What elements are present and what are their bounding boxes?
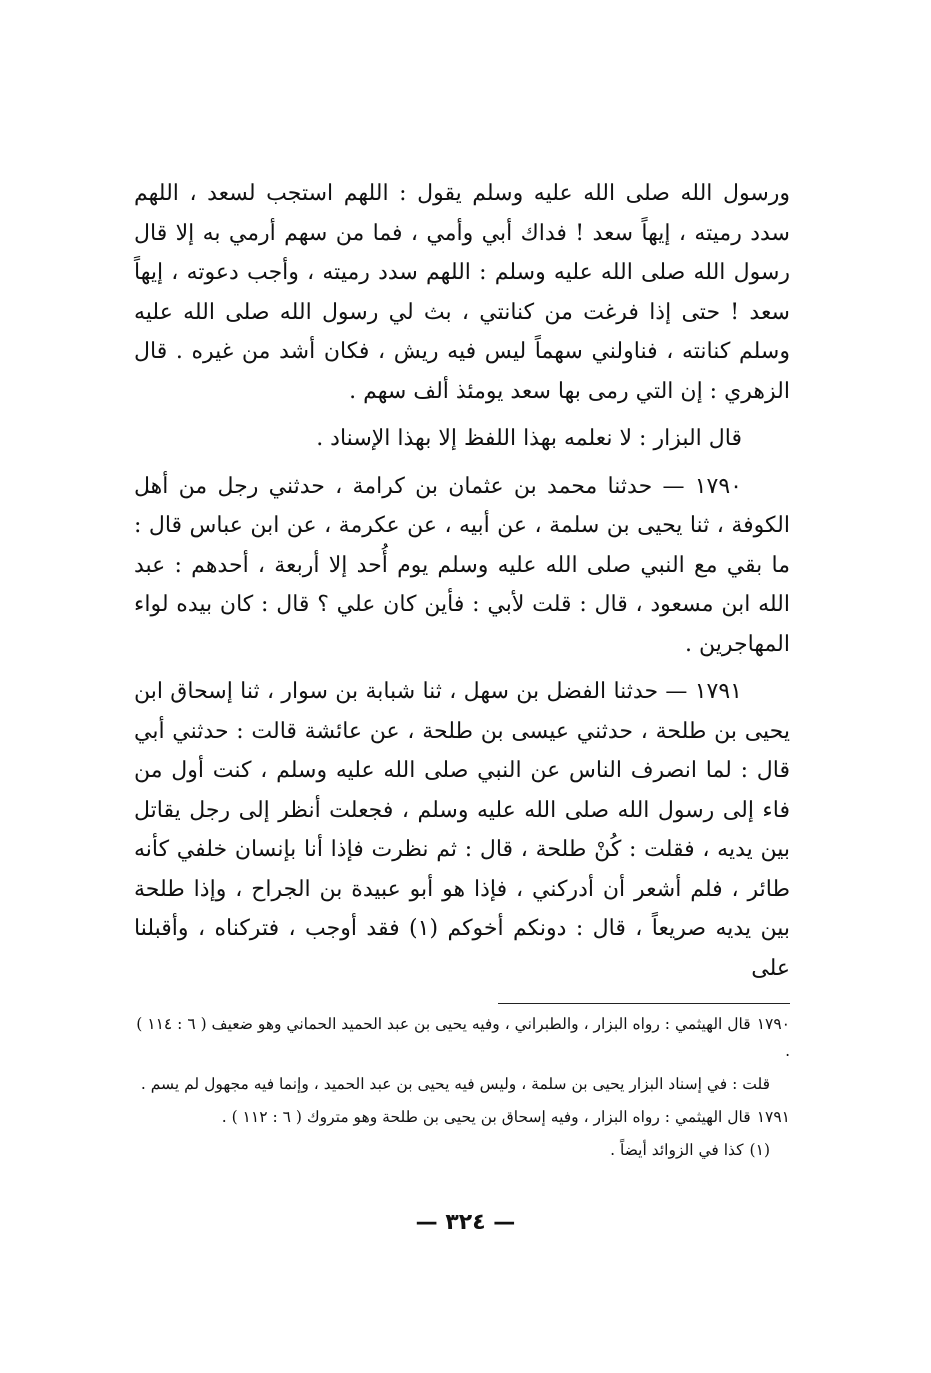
paragraph-hadith-1790: ١٧٩٠ — حدثنا محمد بن عثمان بن كرامة ، حدثني رجل من أهل الكوفة ، ثنا يحيى بن سلمة ، عن أبيه ، عن عكرمة ، عن ابن عباس قال : ما بقي مع النبي صلى الله عليه وسلم يوم أُحد إلا أربعة ، أحدهم : عبد الله ابن مسعود ، قال : قلت لأبي : فأين كان علي ؟ قال : كان بيده لواء المهاجرين .: [134, 473, 790, 657]
footnote-1791: [134, 1104, 790, 1131]
paragraph-hadith-1791: ١٧٩١ — حدثنا الفضل بن سهل ، ثنا شبابة بن سوار ، ثنا إسحاق ابن يحيى بن طلحة ، حدثني عيسى بن طلحة ، عن عائشة قالت : حدثني أبي قال : لما انصرف الناس عن النبي صلى الله عليه وسلم ، كنت أول من فاء إلى رسول الله صلى الله عليه وسلم ، فجعلت أنظر إلى رجل يقاتل بين يديه ، فقلت : كُنْ طلحة ، قال : ثم نظرت فإذا أنا بإنسان خلفي كأنه طائر ، فلم أشعر أن أدركني ، فإذا هو أبو عبيدة بن الجراح ، وإذا طلحة بين يديه صريعاً ، قال : دونكم أخوكم (١) فقد أوجب ، فتركناه ، وأقبلنا على: [134, 679, 790, 981]
footnote-text: كذا في الزوائد أيضاً .: [610, 1141, 744, 1159]
page-number: — ٣٢٤ —: [415, 1210, 516, 1235]
footnote-1790: [134, 1011, 790, 1065]
footnote-text: قال الهيثمي : رواه البزار ، وفيه إسحاق بن يحيى بن طلحة وهو متروك ( ٦ : ١١٢ ) .: [221, 1108, 751, 1126]
footnote-number: (١): [749, 1141, 770, 1159]
main-text-body: [134, 174, 790, 988]
footnote-text: قال الهيثمي : رواه البزار ، والطبراني ، وفيه يحيى بن عبد الحميد الحماني وهو ضعيف ( ٦ : ١١٤ ) .: [136, 1015, 790, 1060]
footnote-number: ١٧٩١: [756, 1108, 790, 1126]
footnote-comment: [134, 1071, 790, 1098]
footnotes: [134, 1011, 790, 1170]
footnote-number: ١٧٩٠: [756, 1015, 790, 1033]
footnote-divider: [498, 1003, 790, 1004]
paragraph-continuation: ورسول الله صلى الله عليه وسلم يقول : اللهم استجب لسعد ، اللهم سدد رميته ، إيهاً سعد ! فداك أبي وأمي ، فما من سهم أرمي به إلا قال رسول الله صلى الله عليه وسلم : اللهم سدد رميته ، وأجب دعوته ، إيهاً سعد ! حتى إذا فرغت من كنانتي ، بث لي رسول الله صلى الله عليه وسلم كنانته ، فناولني سهماً ليس فيه ريش ، فكان أشد من غيره . قال الزهري : إن التي رمى بها سعد يومئذ ألف سهم .: [134, 181, 790, 404]
paragraph-bazzar-note: قال البزار : لا نعلمه بهذا اللفظ إلا بهذا الإسناد .: [316, 426, 742, 451]
footnote-text: قلت : في إسناد البزار يحيى بن سلمة ، وليس فيه يحيى بن عبد الحميد ، وإنما فيه مجهول لم يسم .: [140, 1075, 770, 1093]
footnote-1: [134, 1137, 790, 1164]
